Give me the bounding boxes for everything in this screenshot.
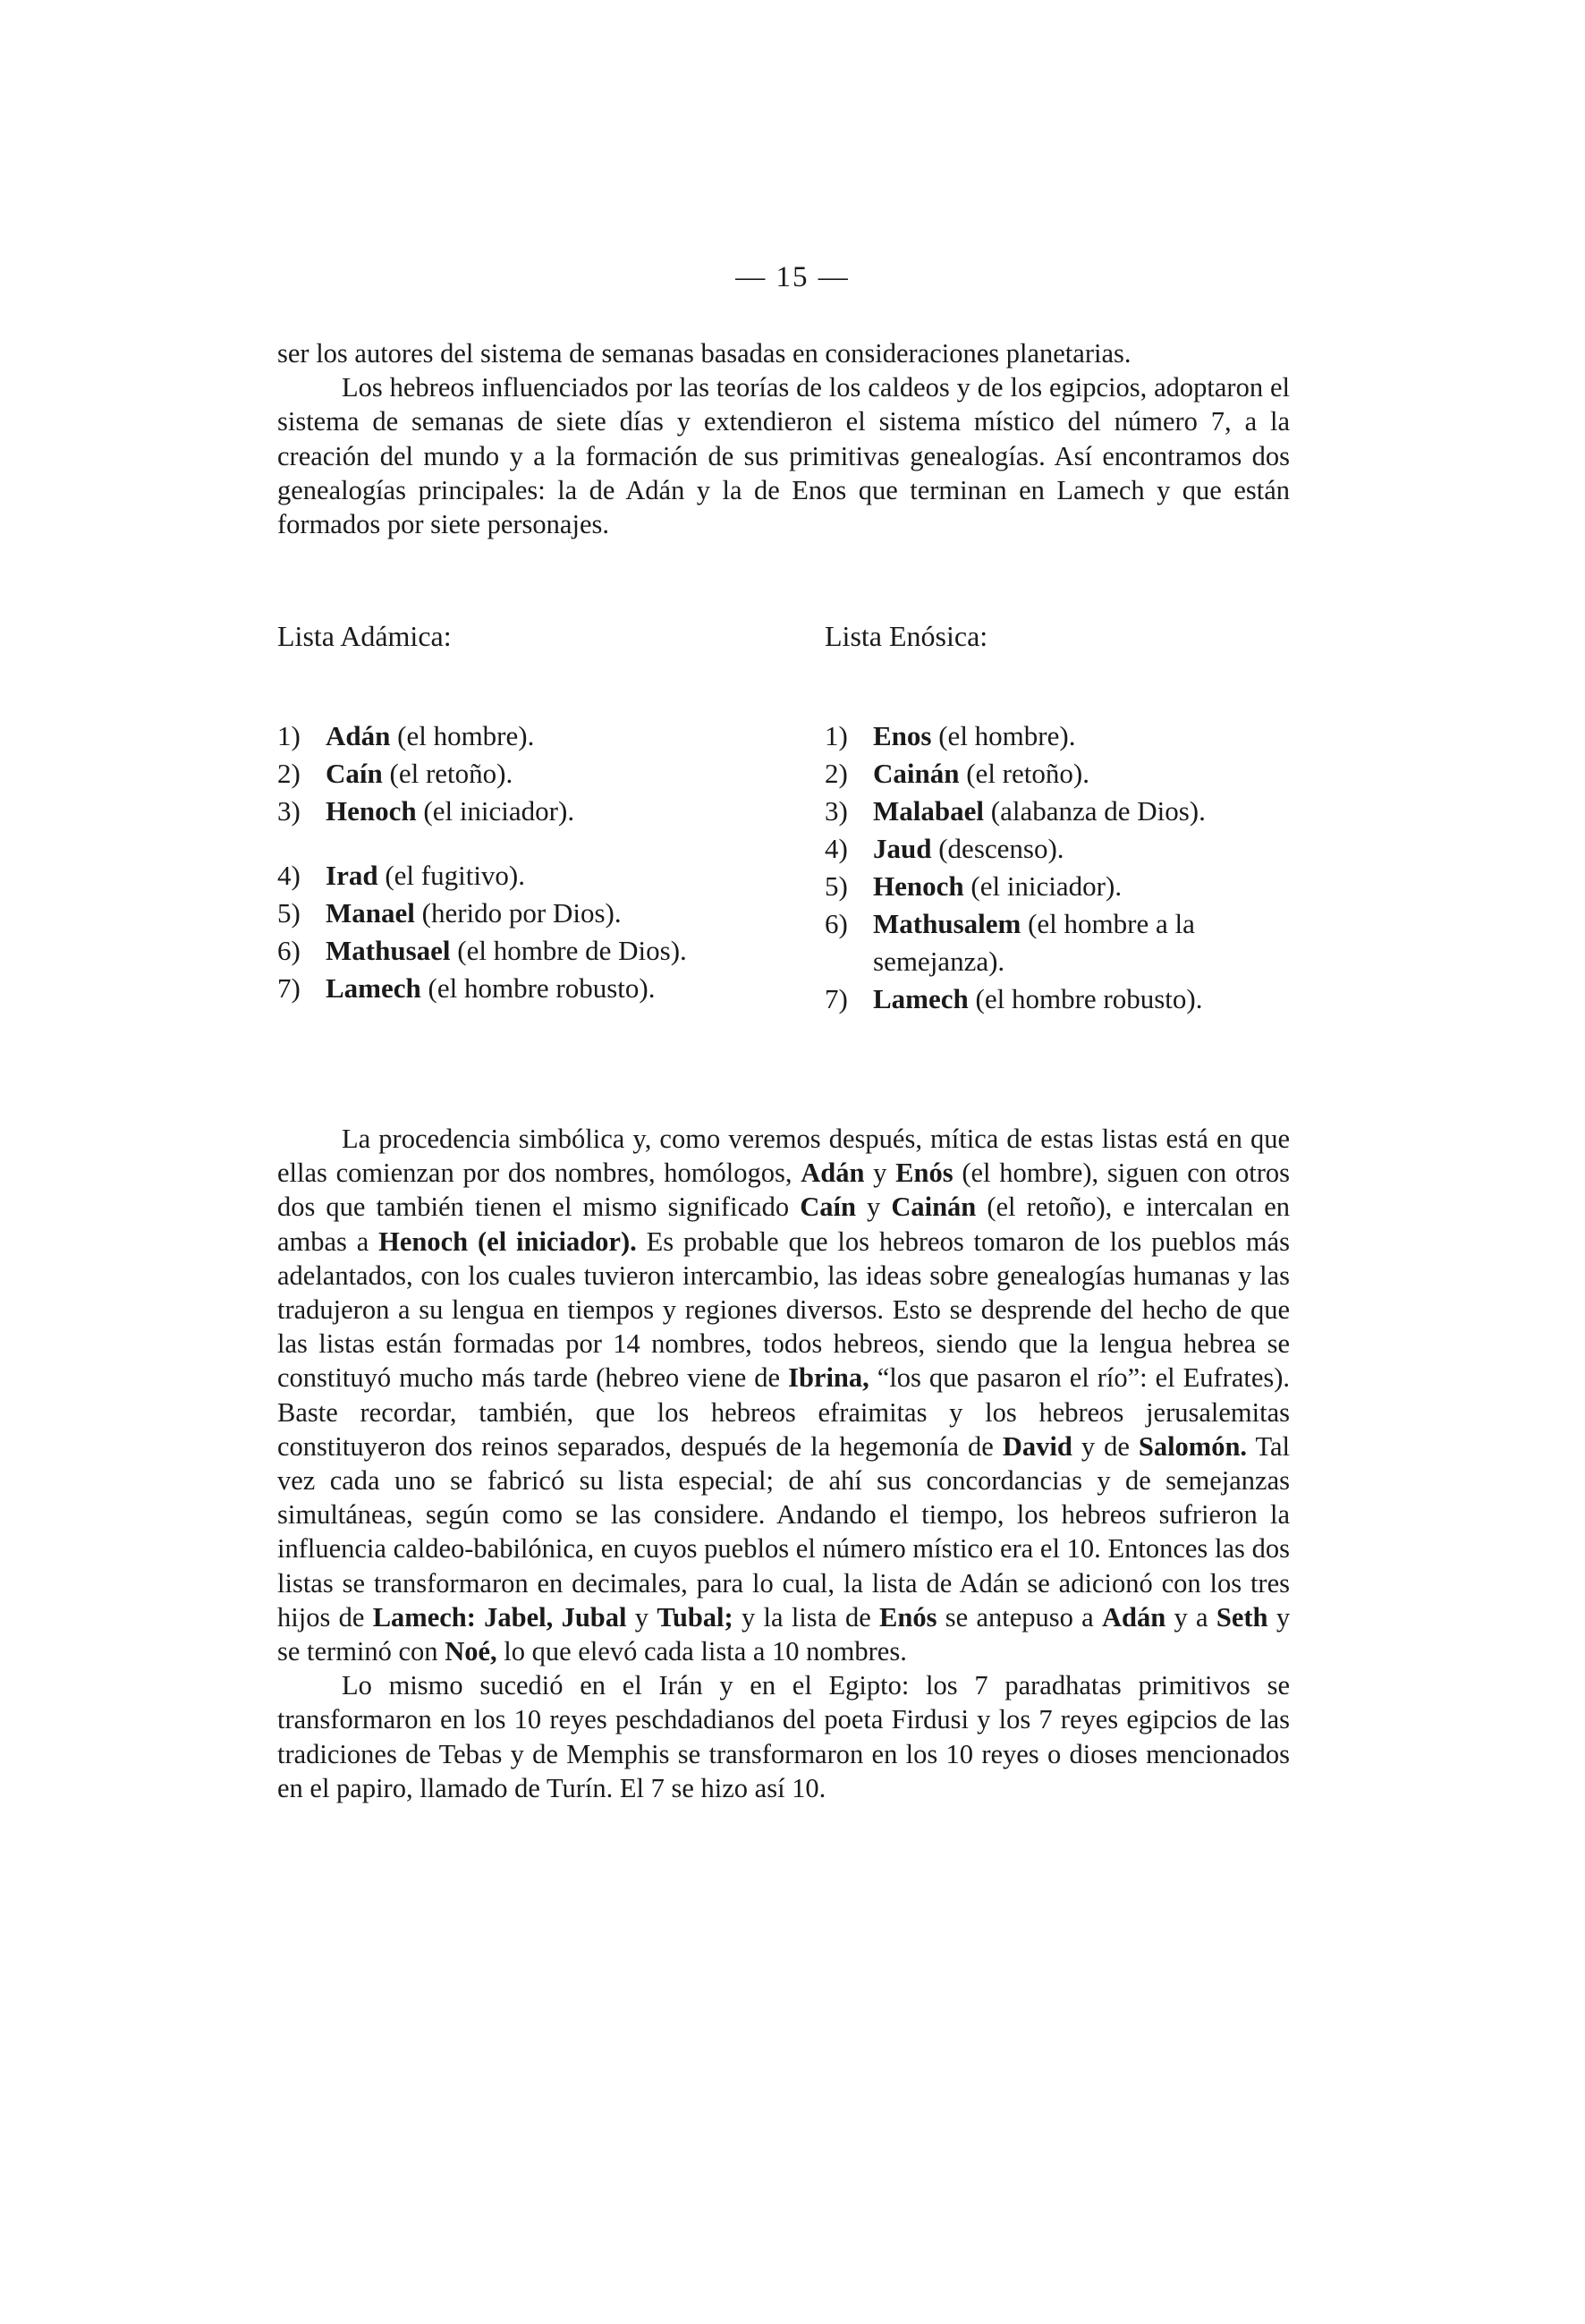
item-number: 1) [277,720,301,751]
item-name: Henoch [326,795,417,827]
item-desc: (el hombre). [938,720,1076,751]
item-number: 4) [825,833,848,864]
item-desc: (descenso). [938,833,1064,864]
item-name: Jaud [873,833,932,864]
list-item [825,717,1290,755]
list-item [277,755,760,793]
item-name: Mathusael [326,935,451,966]
list-item [277,793,760,830]
item-desc: (el hombre de Dios). [457,935,687,966]
item-name: Adán [326,720,391,751]
item-name: Lamech [326,972,421,1004]
item-desc: (el hombre robusto). [428,972,656,1004]
item-desc: (herido por Dios). [421,897,622,929]
list-item [825,868,1290,905]
body-text [277,1122,1290,1805]
list-item [825,980,1290,1018]
item-number: 5) [825,870,848,902]
item-number: 3) [277,795,301,827]
item-desc: (el retoño). [966,758,1089,789]
item-number: 2) [825,758,848,789]
genealogy-lists [277,617,1290,1105]
paragraph-iran-egipto: Lo mismo sucedió en el Irán y en el Egipto: los 7 paradhatas primitivos se transformaron en los 10 reyes peschdadianos del poeta Firdusi y los 7 reyes egipcios de las tradiciones de Tebas y de Memphis se transformaron en los 10 reyes o dioses mencionados en el papiro, llamado de Turín. El 7 se hizo así 10. [277,1670,1290,1803]
item-number: 7) [825,983,848,1014]
list-item [277,932,760,970]
intro-block [277,336,1290,541]
item-desc: (el hombre). [397,720,535,751]
lista-enosica [825,617,1290,1018]
item-name: Mathusalem [873,908,1021,939]
item-desc: (el iniciador). [423,795,575,827]
item-desc: (el hombre a la semejanza). [873,908,1195,977]
item-desc: (el retoño). [389,758,513,789]
item-number: 2) [277,758,301,789]
item-name: Lamech [873,983,969,1014]
list-item [825,755,1290,793]
item-name: Irad [326,860,378,891]
item-desc: (alabanza de Dios). [990,795,1206,827]
lista-adamica [277,617,760,1007]
item-name: Enos [873,720,932,751]
item-desc: (el fugitivo). [385,860,526,891]
item-desc: (el hombre robusto). [975,983,1203,1014]
list-item [825,830,1290,868]
item-name: Manael [326,897,415,929]
item-name: Henoch [873,870,964,902]
item-desc: (el iniciador). [970,870,1123,902]
item-name: Cainán [873,758,960,789]
lista-enosica-title: Lista Enósica: [825,620,988,652]
item-name: Caín [326,758,383,789]
item-number: 5) [277,897,301,929]
list-item [277,970,760,1007]
item-number: 6) [277,935,301,966]
intro-paragraph-1: ser los autores del sistema de semanas basadas en consideraciones planetarias. [277,338,1132,369]
item-number: 6) [825,908,848,939]
lista-adamica-title: Lista Adámica: [277,620,452,652]
item-name: Malabael [873,795,984,827]
list-item [277,857,760,895]
list-item [277,895,760,932]
list-item [825,905,1290,980]
page-number: — 15 — [735,261,850,293]
paragraph-procedencia: La procedencia simbólica y, como veremos después, mítica de estas listas está en que ellas comienzan por dos nombres, homólogos, Adán y Enós (el hombre), siguen con otros dos que también tienen el mismo significado Caín y Cainán (el retoño), e intercalan en ambas a Henoch (el iniciador). Es probable que los hebreos tomaron de los pueblos más adelantados, con los cuales tuvieron intercambio, las ideas sobre genealogías humanas y las tradujeron a su lengua en tiempos y regiones diversos. Esto se desprende del hecho de que las listas están formadas por 14 nombres, todos hebreos, siendo que la lengua hebrea se constituyó mucho más tarde (hebreo viene de Ibrina, “los que pasaron el río”: el Eufrates). Baste recordar, también, que los hebreos efraimitas y los hebreos jerusalemitas constituyeron dos reinos separados, después de la hegemonía de David y de Salomón. Tal vez cada uno se fabricó su lista especial; de ahí sus concordancias y de semejanzas simultáneas, según como se las considere. Andando el tiempo, los hebreos sufrieron la influencia caldeo-babilónica, en cuyos pueblos el número místico era el 10. Entonces las dos listas se transformaron en decimales, para lo cual, la lista de Adán se adicionó con los tres hijos de Lamech: Jabel, Jubal y Tubal; y la lista de Enós se antepuso a Adán y a Seth y se terminó con Noé, lo que elevó cada lista a 10 nombres. [277,1124,1291,1667]
item-number: 4) [277,860,301,891]
list-item [825,793,1290,830]
list-item [277,717,760,755]
item-number: 7) [277,972,301,1004]
intro-paragraph-2: Los hebreos influenciados por las teorías de los caldeos y de los egipcios, adoptaron el sistema de semanas de siete días y extendieron el sistema místico del número 7, a la creación del mundo y a la formación de sus primitivas genealogías. Así encontramos dos genealogías principales: la de Adán y la de Enos que terminan en Lamech y que están formados por siete personajes. [277,372,1290,540]
item-number: 1) [825,720,848,751]
item-number: 3) [825,795,848,827]
